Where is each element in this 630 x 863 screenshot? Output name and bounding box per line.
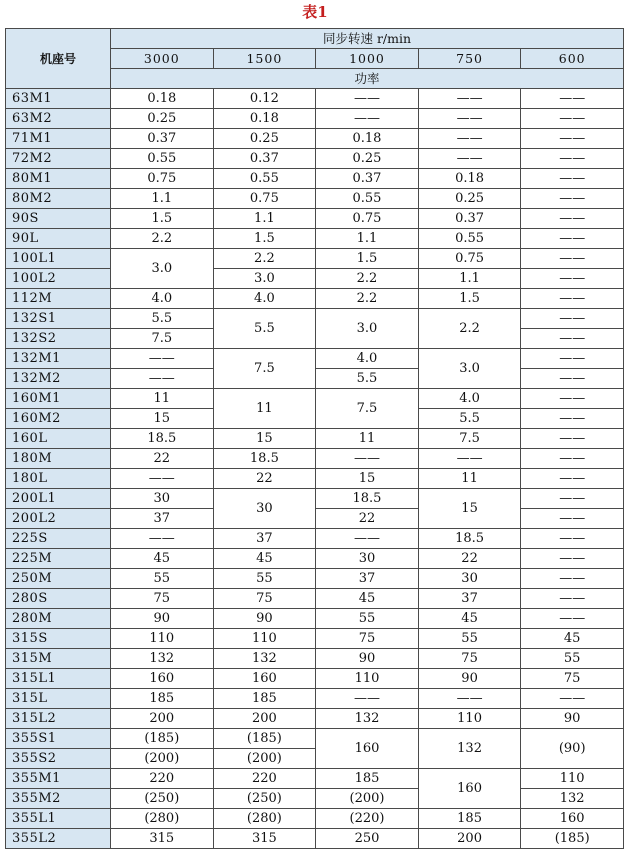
power-value-cell: 0.55 xyxy=(213,169,316,189)
table-row xyxy=(6,489,624,509)
table-row xyxy=(6,349,624,369)
power-value-cell: 7.5 xyxy=(213,349,316,389)
table-row xyxy=(6,549,624,569)
power-value-cell: 315 xyxy=(213,829,316,849)
table-row xyxy=(6,669,624,689)
frame-number-cell: 100L2 xyxy=(6,269,111,289)
frame-number-cell: 225M xyxy=(6,549,111,569)
power-value-cell: —— xyxy=(111,529,214,549)
power-value-cell: —— xyxy=(521,109,624,129)
table-row xyxy=(6,789,624,809)
power-value-cell: (200) xyxy=(213,749,316,769)
table-row xyxy=(6,689,624,709)
frame-number-cell: 132M2 xyxy=(6,369,111,389)
power-value-cell: —— xyxy=(521,289,624,309)
power-value-cell: —— xyxy=(521,589,624,609)
table-row xyxy=(6,569,624,589)
power-value-cell: 22 xyxy=(213,469,316,489)
table-row xyxy=(6,309,624,329)
power-value-cell: 185 xyxy=(316,769,419,789)
power-value-cell: 37 xyxy=(111,509,214,529)
table-row xyxy=(6,209,624,229)
power-value-cell: 11 xyxy=(418,469,521,489)
power-value-cell: 160 xyxy=(521,809,624,829)
table-row xyxy=(6,429,624,449)
power-value-cell: 5.5 xyxy=(418,409,521,429)
power-value-cell: —— xyxy=(316,689,419,709)
power-value-cell: 45 xyxy=(521,629,624,649)
power-value-cell: 0.37 xyxy=(111,129,214,149)
power-value-cell: 315 xyxy=(111,829,214,849)
power-value-cell: 55 xyxy=(521,649,624,669)
frame-number-cell: 315L xyxy=(6,689,111,709)
power-value-cell: (220) xyxy=(316,809,419,829)
power-value-cell: 2.2 xyxy=(418,309,521,349)
power-value-cell: (250) xyxy=(213,789,316,809)
frame-number-cell: 280M xyxy=(6,609,111,629)
frame-number-cell: 280S xyxy=(6,589,111,609)
power-value-cell: —— xyxy=(521,209,624,229)
power-value-cell: 0.18 xyxy=(316,129,419,149)
table-row xyxy=(6,829,624,849)
power-value-cell: 110 xyxy=(418,709,521,729)
power-value-cell: —— xyxy=(521,429,624,449)
frame-number-cell: 160L xyxy=(6,429,111,449)
power-value-cell: 75 xyxy=(316,629,419,649)
power-value-cell: 132 xyxy=(213,649,316,669)
power-value-cell: (200) xyxy=(316,789,419,809)
power-value-cell: 4.0 xyxy=(213,289,316,309)
frame-number-cell: 80M1 xyxy=(6,169,111,189)
power-value-cell: 3.0 xyxy=(418,349,521,389)
power-value-cell: 160 xyxy=(316,729,419,769)
table-row xyxy=(6,249,624,269)
frame-number-cell: 132S1 xyxy=(6,309,111,329)
frame-number-cell: 160M2 xyxy=(6,409,111,429)
power-value-cell: —— xyxy=(418,109,521,129)
power-value-cell: 185 xyxy=(111,689,214,709)
power-value-cell: —— xyxy=(316,449,419,469)
power-value-cell: 75 xyxy=(111,589,214,609)
power-value-cell: —— xyxy=(521,549,624,569)
speed-750-header: 750 xyxy=(418,49,521,69)
power-value-cell: 90 xyxy=(316,649,419,669)
table-row xyxy=(6,149,624,169)
power-value-cell: —— xyxy=(521,329,624,349)
power-value-cell: —— xyxy=(418,89,521,109)
power-value-cell: 45 xyxy=(418,609,521,629)
frame-number-cell: 355M1 xyxy=(6,769,111,789)
frame-number-cell: 355S2 xyxy=(6,749,111,769)
power-value-cell: 2.2 xyxy=(213,249,316,269)
table-row xyxy=(6,629,624,649)
frame-number-cell: 132S2 xyxy=(6,329,111,349)
power-value-cell: 110 xyxy=(111,629,214,649)
table-row xyxy=(6,709,624,729)
frame-number-cell: 80M2 xyxy=(6,189,111,209)
power-value-cell: (250) xyxy=(111,789,214,809)
power-value-cell: 22 xyxy=(316,509,419,529)
power-value-cell: —— xyxy=(521,449,624,469)
power-value-cell: 1.1 xyxy=(213,209,316,229)
power-value-cell: 1.5 xyxy=(418,289,521,309)
power-value-cell: 90 xyxy=(213,609,316,629)
frame-number-cell: 90S xyxy=(6,209,111,229)
speed-3000-header: 3000 xyxy=(111,49,214,69)
power-value-cell: —— xyxy=(521,509,624,529)
table-row xyxy=(6,589,624,609)
power-value-cell: 0.18 xyxy=(213,109,316,129)
power-value-cell: 250 xyxy=(316,829,419,849)
power-value-cell: 160 xyxy=(213,669,316,689)
power-value-cell: 2.2 xyxy=(111,229,214,249)
power-value-cell: 3.0 xyxy=(316,309,419,349)
power-value-cell: 0.75 xyxy=(316,209,419,229)
frame-number-cell: 71M1 xyxy=(6,129,111,149)
power-value-cell: 185 xyxy=(213,689,316,709)
frame-number-cell: 250M xyxy=(6,569,111,589)
power-value-cell: 110 xyxy=(316,669,419,689)
power-value-cell: —— xyxy=(521,369,624,389)
table-header xyxy=(6,29,624,89)
power-value-cell: —— xyxy=(521,389,624,409)
power-value-cell: 18.5 xyxy=(418,529,521,549)
table-row xyxy=(6,89,624,109)
power-value-cell: 75 xyxy=(418,649,521,669)
power-value-cell: 15 xyxy=(111,409,214,429)
power-value-cell: 55 xyxy=(418,629,521,649)
power-value-cell: 22 xyxy=(418,549,521,569)
power-value-cell: 1.1 xyxy=(418,269,521,289)
power-value-cell: 0.55 xyxy=(111,149,214,169)
frame-number-cell: 200L2 xyxy=(6,509,111,529)
power-value-cell: —— xyxy=(521,189,624,209)
power-value-cell: 3.0 xyxy=(111,249,214,289)
power-value-cell: 15 xyxy=(418,489,521,529)
table-row xyxy=(6,729,624,749)
speed-1000-header: 1000 xyxy=(316,49,419,69)
power-value-cell: —— xyxy=(521,569,624,589)
table-row xyxy=(6,109,624,129)
power-value-cell: 220 xyxy=(213,769,316,789)
frame-number-cell: 315L1 xyxy=(6,669,111,689)
power-header: 功率 xyxy=(111,69,624,89)
power-value-cell: 0.37 xyxy=(213,149,316,169)
power-value-cell: 0.18 xyxy=(111,89,214,109)
power-value-cell: 11 xyxy=(316,429,419,449)
power-value-cell: 15 xyxy=(316,469,419,489)
power-value-cell: 7.5 xyxy=(418,429,521,449)
power-value-cell: 0.25 xyxy=(316,149,419,169)
power-value-cell: —— xyxy=(521,129,624,149)
power-value-cell: (200) xyxy=(111,749,214,769)
power-value-cell: 11 xyxy=(213,389,316,429)
power-value-cell: 0.55 xyxy=(418,229,521,249)
power-value-cell: —— xyxy=(521,169,624,189)
table-row xyxy=(6,169,624,189)
power-value-cell: 55 xyxy=(111,569,214,589)
power-value-cell: 200 xyxy=(213,709,316,729)
power-value-cell: 37 xyxy=(213,529,316,549)
table-row xyxy=(6,189,624,209)
power-value-cell: 90 xyxy=(521,709,624,729)
power-value-cell: —— xyxy=(316,529,419,549)
frame-number-cell: 63M1 xyxy=(6,89,111,109)
power-value-cell: —— xyxy=(521,609,624,629)
power-value-cell: 3.0 xyxy=(213,269,316,289)
sync-speed-header: 同步转速 r/min xyxy=(111,29,624,49)
power-value-cell: —— xyxy=(111,369,214,389)
power-value-cell: 5.5 xyxy=(111,309,214,329)
power-value-cell: 110 xyxy=(521,769,624,789)
speed-1500-header: 1500 xyxy=(213,49,316,69)
power-value-cell: —— xyxy=(521,469,624,489)
power-value-cell: 0.25 xyxy=(213,129,316,149)
power-value-cell: —— xyxy=(521,409,624,429)
power-value-cell: 200 xyxy=(418,829,521,849)
table-row xyxy=(6,129,624,149)
power-value-cell: —— xyxy=(521,529,624,549)
power-value-cell: 1.5 xyxy=(213,229,316,249)
power-value-cell: 4.0 xyxy=(111,289,214,309)
power-value-cell: 37 xyxy=(418,589,521,609)
power-value-cell: 5.5 xyxy=(316,369,419,389)
power-value-cell: 4.0 xyxy=(418,389,521,409)
power-value-cell: 90 xyxy=(418,669,521,689)
table-row xyxy=(6,469,624,489)
power-value-cell: 132 xyxy=(418,729,521,769)
power-value-cell: —— xyxy=(111,349,214,369)
power-value-cell: 132 xyxy=(316,709,419,729)
table-body xyxy=(6,89,624,849)
frame-number-cell: 100L1 xyxy=(6,249,111,269)
power-value-cell: —— xyxy=(521,489,624,509)
power-value-cell: 0.75 xyxy=(213,189,316,209)
power-value-cell: 11 xyxy=(111,389,214,409)
power-value-cell: 45 xyxy=(111,549,214,569)
power-value-cell: 160 xyxy=(111,669,214,689)
frame-number-cell: 180L xyxy=(6,469,111,489)
power-value-cell: 90 xyxy=(111,609,214,629)
power-value-cell: 22 xyxy=(111,449,214,469)
frame-number-cell: 160M1 xyxy=(6,389,111,409)
frame-number-cell: 225S xyxy=(6,529,111,549)
power-value-cell: —— xyxy=(521,269,624,289)
frame-number-cell: 355M2 xyxy=(6,789,111,809)
table-row xyxy=(6,449,624,469)
frame-number-cell: 72M2 xyxy=(6,149,111,169)
table-row xyxy=(6,649,624,669)
table-row xyxy=(6,389,624,409)
power-value-cell: (280) xyxy=(213,809,316,829)
power-value-cell: 30 xyxy=(316,549,419,569)
table-row xyxy=(6,609,624,629)
power-value-cell: 132 xyxy=(521,789,624,809)
power-value-cell: 0.55 xyxy=(316,189,419,209)
power-value-cell: (185) xyxy=(111,729,214,749)
power-value-cell: (185) xyxy=(213,729,316,749)
power-value-cell: 15 xyxy=(213,429,316,449)
power-value-cell: 18.5 xyxy=(213,449,316,469)
motor-power-table xyxy=(5,28,624,849)
power-value-cell: 0.12 xyxy=(213,89,316,109)
frame-number-cell: 180M xyxy=(6,449,111,469)
frame-number-cell: 112M xyxy=(6,289,111,309)
power-value-cell: 55 xyxy=(316,609,419,629)
frame-number-cell: 200L1 xyxy=(6,489,111,509)
power-value-cell: 0.25 xyxy=(111,109,214,129)
table-row xyxy=(6,529,624,549)
power-value-cell: —— xyxy=(418,129,521,149)
power-value-cell: 1.5 xyxy=(111,209,214,229)
power-value-cell: 110 xyxy=(213,629,316,649)
power-value-cell: —— xyxy=(418,689,521,709)
power-value-cell: (280) xyxy=(111,809,214,829)
frame-number-cell: 315L2 xyxy=(6,709,111,729)
table-row xyxy=(6,269,624,289)
power-value-cell: 0.18 xyxy=(418,169,521,189)
power-value-cell: —— xyxy=(521,349,624,369)
power-value-cell: 2.2 xyxy=(316,269,419,289)
power-value-cell: 18.5 xyxy=(111,429,214,449)
power-value-cell: 2.2 xyxy=(316,289,419,309)
frame-number-cell: 355L2 xyxy=(6,829,111,849)
power-value-cell: —— xyxy=(111,469,214,489)
power-value-cell: —— xyxy=(418,149,521,169)
frame-number-cell: 315M xyxy=(6,649,111,669)
table-row xyxy=(6,809,624,829)
table-row xyxy=(6,229,624,249)
power-value-cell: 18.5 xyxy=(316,489,419,509)
power-value-cell: —— xyxy=(521,149,624,169)
frame-number-cell: 355L1 xyxy=(6,809,111,829)
power-value-cell: 37 xyxy=(316,569,419,589)
speed-600-header: 600 xyxy=(521,49,624,69)
power-value-cell: 45 xyxy=(316,589,419,609)
power-value-cell: 55 xyxy=(213,569,316,589)
power-value-cell: 1.1 xyxy=(316,229,419,249)
power-value-cell: —— xyxy=(316,109,419,129)
power-value-cell: 132 xyxy=(111,649,214,669)
frame-number-cell: 63M2 xyxy=(6,109,111,129)
power-value-cell: 0.25 xyxy=(418,189,521,209)
frame-number-cell: 90L xyxy=(6,229,111,249)
power-value-cell: (90) xyxy=(521,729,624,769)
power-value-cell: 0.37 xyxy=(418,209,521,229)
power-value-cell: —— xyxy=(316,89,419,109)
power-value-cell: 220 xyxy=(111,769,214,789)
power-value-cell: —— xyxy=(521,689,624,709)
frame-number-cell: 315S xyxy=(6,629,111,649)
power-value-cell: 200 xyxy=(111,709,214,729)
power-value-cell: 30 xyxy=(111,489,214,509)
power-value-cell: 75 xyxy=(521,669,624,689)
power-value-cell: 45 xyxy=(213,549,316,569)
power-value-cell: —— xyxy=(521,249,624,269)
power-value-cell: (185) xyxy=(521,829,624,849)
power-value-cell: —— xyxy=(521,309,624,329)
power-value-cell: 7.5 xyxy=(111,329,214,349)
power-value-cell: 75 xyxy=(213,589,316,609)
power-value-cell: 0.75 xyxy=(111,169,214,189)
power-value-cell: 0.37 xyxy=(316,169,419,189)
table-row xyxy=(6,289,624,309)
power-value-cell: 160 xyxy=(418,769,521,809)
frame-number-header: 机座号 xyxy=(6,29,111,89)
frame-number-cell: 355S1 xyxy=(6,729,111,749)
power-value-cell: 4.0 xyxy=(316,349,419,369)
power-value-cell: 30 xyxy=(418,569,521,589)
power-value-cell: 0.75 xyxy=(418,249,521,269)
power-value-cell: —— xyxy=(521,229,624,249)
table-title: 表1 xyxy=(302,3,328,21)
power-value-cell: —— xyxy=(521,89,624,109)
table-row xyxy=(6,769,624,789)
power-value-cell: 5.5 xyxy=(213,309,316,349)
power-value-cell: 1.5 xyxy=(316,249,419,269)
power-value-cell: 7.5 xyxy=(316,389,419,429)
power-value-cell: 185 xyxy=(418,809,521,829)
power-value-cell: 30 xyxy=(213,489,316,529)
frame-number-cell: 132M1 xyxy=(6,349,111,369)
power-value-cell: —— xyxy=(418,449,521,469)
power-value-cell: 1.1 xyxy=(111,189,214,209)
